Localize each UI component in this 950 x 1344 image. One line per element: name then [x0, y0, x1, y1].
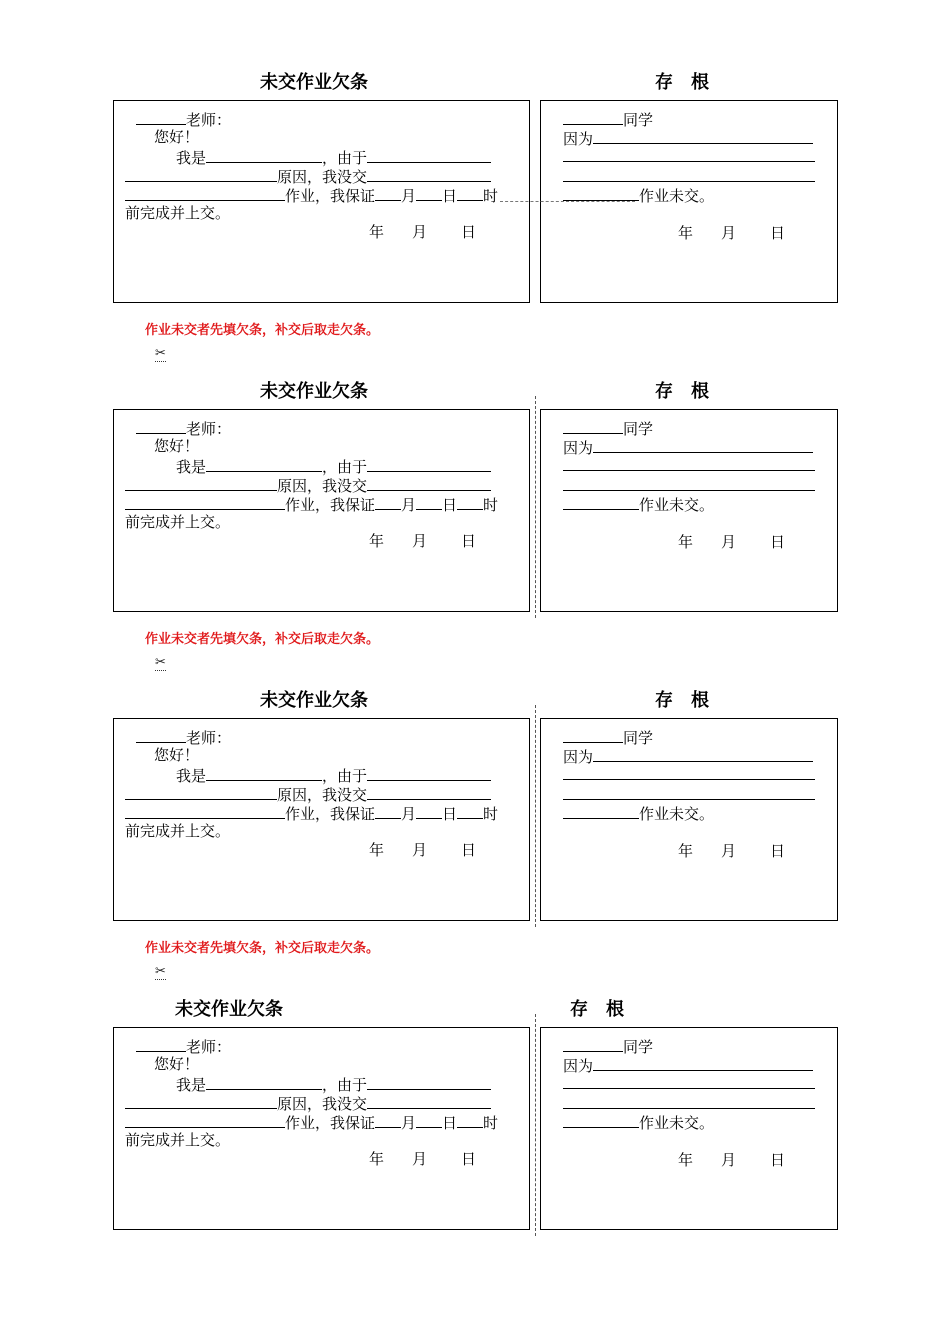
slip-finish-line: 前完成并上交。	[125, 204, 231, 222]
stub-student-line: 同学	[563, 727, 653, 748]
iou-slip-box	[113, 1027, 530, 1230]
slip-guarantee-line: 作业，我保证 月 日 时	[125, 185, 498, 206]
stub-box	[540, 718, 838, 921]
stub-homework-blank[interactable]	[563, 185, 639, 201]
stub-title: 存 根	[570, 999, 624, 1020]
stub-student-line: 同学	[563, 1036, 653, 1057]
stub-homework-blank[interactable]	[563, 1112, 639, 1128]
stub-student-blank[interactable]	[563, 418, 623, 434]
hour-blank[interactable]	[457, 185, 483, 201]
slip-finish-line: 前完成并上交。	[125, 1131, 231, 1149]
reason-cont-blank[interactable]	[125, 1093, 277, 1109]
stub-student-blank[interactable]	[563, 109, 623, 125]
hour-blank[interactable]	[457, 803, 483, 819]
slip-name-line: 我是 ，由于	[176, 1074, 491, 1095]
slip-guarantee-line: 作业，我保证 月 日 时	[125, 1112, 498, 1133]
hour-blank[interactable]	[457, 494, 483, 510]
stub-box	[540, 409, 838, 612]
slip-reason-line: 原因，我没交	[125, 475, 491, 496]
stub-line-2[interactable]	[563, 490, 815, 491]
stub-date: 年 月 日	[678, 533, 786, 551]
slip-greeting: 您好！	[154, 746, 200, 764]
day-blank[interactable]	[416, 185, 442, 201]
day-blank[interactable]	[416, 494, 442, 510]
slip-guarantee-line: 作业，我保证 月 日 时	[125, 803, 498, 824]
iou-unit-4	[0, 927, 950, 1227]
month-blank[interactable]	[375, 494, 401, 510]
stub-title: 存 根	[655, 690, 709, 711]
homework-blank[interactable]	[125, 494, 285, 510]
stub-line-1[interactable]	[563, 470, 815, 471]
hour-blank[interactable]	[457, 1112, 483, 1128]
homework-blank[interactable]	[125, 803, 285, 819]
slip-name-line: 我是 ，由于	[176, 765, 491, 786]
stub-student-blank[interactable]	[563, 1036, 623, 1052]
slip-title: 未交作业欠条	[260, 381, 368, 402]
stub-homework-blank[interactable]	[563, 803, 639, 819]
cut-line-horizontal	[500, 201, 635, 202]
homework-blank[interactable]	[125, 185, 285, 201]
stub-reason-blank[interactable]	[593, 128, 813, 144]
subject-blank[interactable]	[367, 166, 491, 182]
stub-homework-line: 作业未交。	[563, 494, 714, 515]
instruction-note: 作业未交者先填欠条，补交后取走欠条。	[145, 941, 380, 956]
slip-date: 年 月 日	[369, 841, 477, 859]
scissors-icon: ✂	[155, 964, 166, 979]
slip-teacher-line: 老师：	[136, 418, 231, 439]
iou-slip-box	[113, 409, 530, 612]
slip-reason-line: 原因，我没交	[125, 1093, 491, 1114]
scissors-icon: ✂	[155, 655, 166, 670]
stub-because-line: 因为	[563, 128, 813, 149]
reason-blank[interactable]	[367, 765, 491, 781]
stub-homework-line: 作业未交。	[563, 803, 714, 824]
stub-because-line: 因为	[563, 437, 813, 458]
iou-slip-box	[113, 718, 530, 921]
stub-title: 存 根	[655, 381, 709, 402]
stub-date: 年 月 日	[678, 842, 786, 860]
iou-unit-3	[0, 618, 950, 918]
teacher-name-blank[interactable]	[136, 418, 186, 434]
homework-blank[interactable]	[125, 1112, 285, 1128]
teacher-name-blank[interactable]	[136, 727, 186, 743]
slip-teacher-line: 老师：	[136, 727, 231, 748]
slip-teacher-line: 老师：	[136, 109, 231, 130]
stub-because-line: 因为	[563, 746, 813, 767]
slip-finish-line: 前完成并上交。	[125, 513, 231, 531]
reason-blank[interactable]	[367, 147, 491, 163]
stub-reason-blank[interactable]	[593, 437, 813, 453]
month-blank[interactable]	[375, 1112, 401, 1128]
reason-cont-blank[interactable]	[125, 475, 277, 491]
stub-line-1[interactable]	[563, 779, 815, 780]
slip-name-line: 我是 ，由于	[176, 147, 491, 168]
iou-unit-1	[0, 0, 950, 300]
instruction-note: 作业未交者先填欠条，补交后取走欠条。	[145, 632, 380, 647]
reason-blank[interactable]	[367, 1074, 491, 1090]
stub-box	[540, 1027, 838, 1230]
stub-line-1[interactable]	[563, 161, 815, 162]
slip-date: 年 月 日	[369, 532, 477, 550]
stub-title: 存 根	[655, 72, 709, 93]
slip-title: 未交作业欠条	[260, 690, 368, 711]
student-name-blank[interactable]	[206, 147, 322, 163]
iou-slip-box	[113, 100, 530, 303]
subject-blank[interactable]	[367, 475, 491, 491]
month-blank[interactable]	[375, 803, 401, 819]
slip-finish-line: 前完成并上交。	[125, 822, 231, 840]
slip-title: 未交作业欠条	[260, 72, 368, 93]
stub-homework-line: 作业未交。	[563, 185, 714, 206]
stub-line-1[interactable]	[563, 1088, 815, 1089]
slip-guarantee-line: 作业，我保证 月 日 时	[125, 494, 498, 515]
stub-reason-blank[interactable]	[593, 1055, 813, 1071]
reason-blank[interactable]	[367, 456, 491, 472]
subject-blank[interactable]	[367, 1093, 491, 1109]
slip-reason-line: 原因，我没交	[125, 784, 491, 805]
day-blank[interactable]	[416, 803, 442, 819]
student-name-blank[interactable]	[206, 1074, 322, 1090]
stub-student-blank[interactable]	[563, 727, 623, 743]
slip-teacher-line: 老师：	[136, 1036, 231, 1057]
month-blank[interactable]	[375, 185, 401, 201]
stub-line-2[interactable]	[563, 1108, 815, 1109]
iou-unit-2	[0, 309, 950, 609]
teacher-name-blank[interactable]	[136, 109, 186, 125]
stub-homework-line: 作业未交。	[563, 1112, 714, 1133]
stub-reason-blank[interactable]	[593, 746, 813, 762]
day-blank[interactable]	[416, 1112, 442, 1128]
teacher-name-blank[interactable]	[136, 1036, 186, 1052]
slip-date: 年 月 日	[369, 1150, 477, 1168]
slip-title: 未交作业欠条	[175, 999, 283, 1020]
slip-greeting: 您好！	[154, 1055, 200, 1073]
scissors-icon: ✂	[155, 346, 166, 361]
instruction-note: 作业未交者先填欠条，补交后取走欠条。	[145, 323, 380, 338]
slip-greeting: 您好！	[154, 128, 200, 146]
student-name-blank[interactable]	[206, 765, 322, 781]
reason-cont-blank[interactable]	[125, 784, 277, 800]
slip-greeting: 您好！	[154, 437, 200, 455]
subject-blank[interactable]	[367, 784, 491, 800]
student-name-blank[interactable]	[206, 456, 322, 472]
stub-line-2[interactable]	[563, 181, 815, 182]
stub-student-line: 同学	[563, 418, 653, 439]
stub-because-line: 因为	[563, 1055, 813, 1076]
slip-date: 年 月 日	[369, 223, 477, 241]
slip-name-line: 我是 ，由于	[176, 456, 491, 477]
stub-student-line: 同学	[563, 109, 653, 130]
slip-reason-line: 原因，我没交	[125, 166, 491, 187]
stub-line-2[interactable]	[563, 799, 815, 800]
stub-date: 年 月 日	[678, 224, 786, 242]
stub-homework-blank[interactable]	[563, 494, 639, 510]
stub-date: 年 月 日	[678, 1151, 786, 1169]
reason-cont-blank[interactable]	[125, 166, 277, 182]
